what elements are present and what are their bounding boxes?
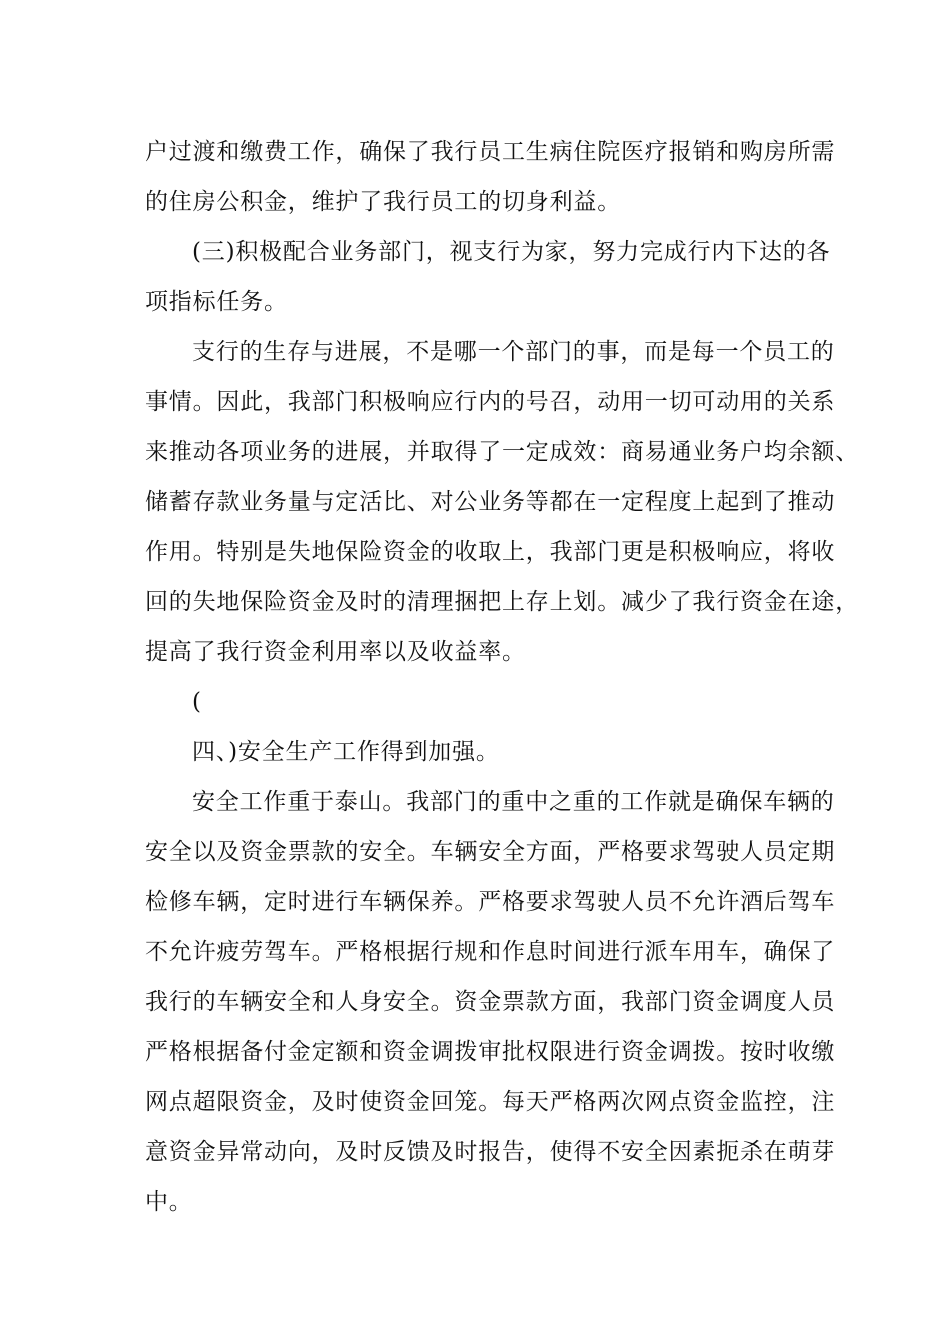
text-line: 意资金异常动向，及时反馈及时报告，使得不安全因素扼杀在萌芽 bbox=[145, 1139, 836, 1165]
text-line: ( bbox=[192, 689, 202, 715]
text-line: 储蓄存款业务量与定活比、对公业务等都在一定程度上起到了推动 bbox=[145, 489, 836, 515]
text-line: 安全以及资金票款的安全。车辆安全方面，严格要求驾驶人员定期 bbox=[145, 839, 836, 865]
text-line: 检修车辆，定时进行车辆保养。严格要求驾驶人员不允许酒后驾车 bbox=[145, 889, 836, 915]
text-line: 项指标任务。 bbox=[145, 289, 288, 315]
text-line: 户过渡和缴费工作，确保了我行员工生病住院医疗报销和购房所需 bbox=[145, 139, 836, 165]
text-line: 作用。特别是失地保险资金的收取上，我部门更是积极响应，将收 bbox=[145, 539, 836, 565]
text-line: 严格根据备付金定额和资金调拨审批权限进行资金调拨。按时收缴 bbox=[145, 1039, 836, 1065]
text-line: 提高了我行资金利用率以及收益率。 bbox=[145, 639, 526, 665]
text-line: 网点超限资金，及时使资金回笼。每天严格两次网点资金监控，注 bbox=[145, 1089, 836, 1115]
text-line: 安全工作重于泰山。我部门的重中之重的工作就是确保车辆的 bbox=[192, 789, 835, 815]
text-line: 支行的生存与进展，不是哪一个部门的事，而是每一个员工的 bbox=[192, 339, 835, 365]
text-line: 的住房公积金，维护了我行员工的切身利益。 bbox=[145, 189, 621, 215]
text-line: 事情。因此，我部门积极响应行内的号召，动用一切可动用的关系 bbox=[145, 389, 836, 415]
text-line: 回的失地保险资金及时的清理捆把上存上划。减少了我行资金在途， bbox=[145, 589, 859, 615]
section-heading: (三)积极配合业务部门，视支行为家，努力完成行内下达的各 bbox=[192, 239, 831, 265]
text-line: 不允许疲劳驾车。严格根据行规和作息时间进行派车用车，确保了 bbox=[145, 939, 836, 965]
text-line: 中。 bbox=[145, 1189, 193, 1215]
text-line: 我行的车辆安全和人身安全。资金票款方面，我部门资金调度人员 bbox=[145, 989, 836, 1015]
section-heading: 四、)安全生产工作得到加强。 bbox=[192, 739, 500, 765]
text-line: 来推动各项业务的进展，并取得了一定成效：商易通业务户均余额、 bbox=[145, 439, 859, 465]
